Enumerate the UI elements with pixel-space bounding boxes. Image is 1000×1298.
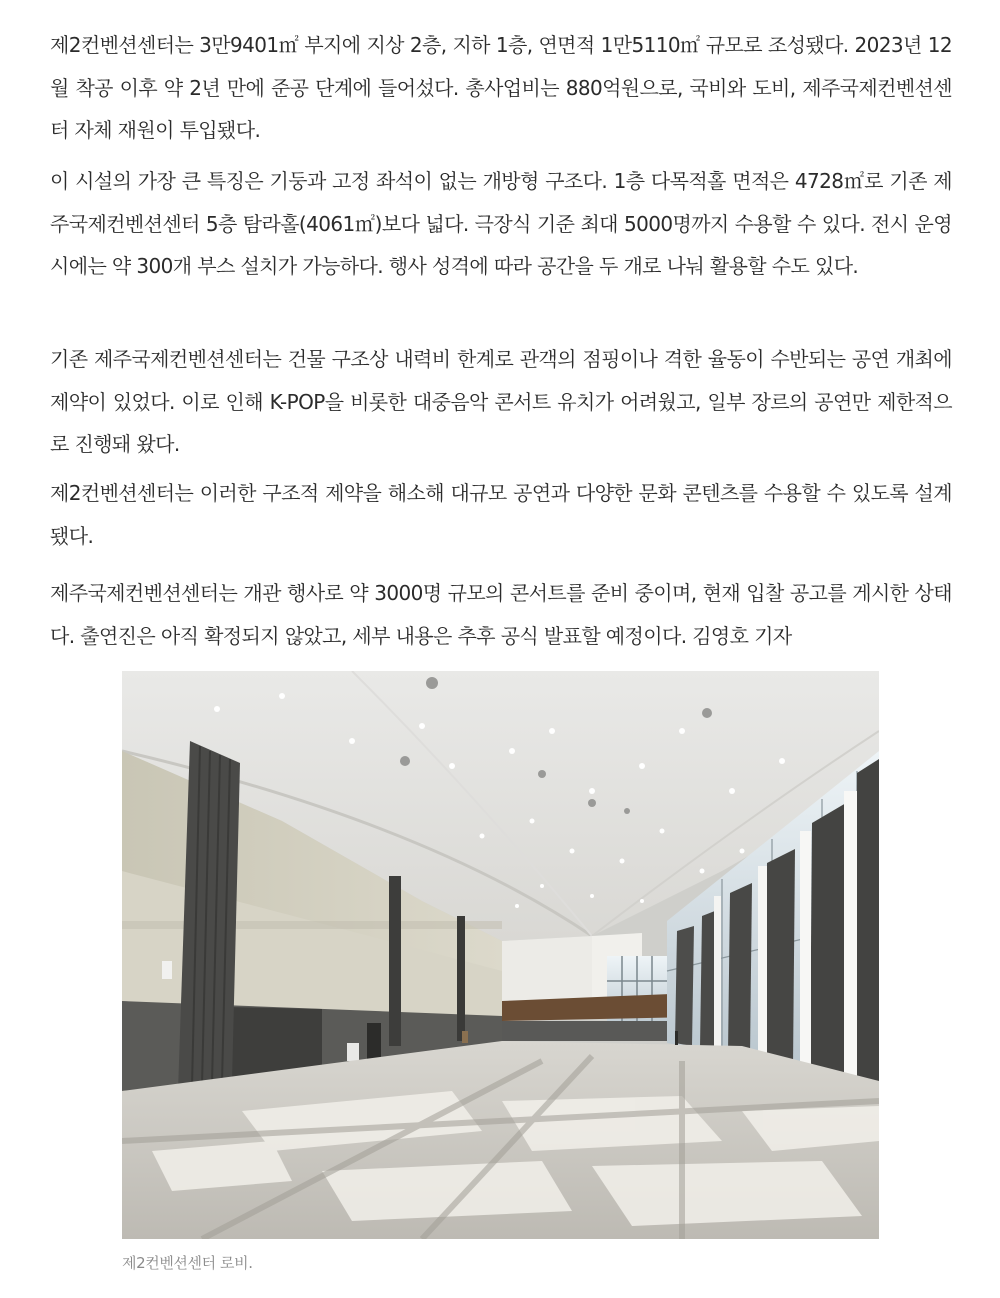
lobby-photo-illustration	[122, 671, 879, 1239]
article-paragraph-1: 제2컨벤션센터는 3만9401㎡ 부지에 지상 2층, 지하 1층, 연면적 1만5110㎡ 규모로 조성됐다. 2023년 12월 착공 이후 약 2년 만에 준공 단계에 들어섰다. 총사업비는 880억원으로, 국비와 도비, 제주국제컨벤션센터 자체 재원이 투입됐다.	[50, 33, 952, 142]
article-paragraph-2: 이 시설의 가장 큰 특징은 기둥과 고정 좌석이 없는 개방형 구조다. 1층 다목적홀 면적은 4728㎡로 기존 제주국제컨벤션센터 5층 탐라홀(4061㎡)보다 넓다. 극장식 기준 최대 5000명까지 수용할 수 있다. 전시 운영 시에는 약 300개 부스 설치가 가능하다. 행사 성격에 따라 공간을 두 개로 나눠 활용할 수도 있다.	[50, 169, 952, 278]
article-paragraph-4: 제2컨벤션센터는 이러한 구조적 제약을 해소해 대규모 공연과 다양한 문화 콘텐츠를 수용할 수 있도록 설계됐다.	[50, 481, 952, 548]
lobby-photo	[122, 671, 879, 1239]
article-paragraph-5: 제주국제컨벤션센터는 개관 행사로 약 3000명 규모의 콘서트를 준비 중이며, 현재 입찰 공고를 게시한 상태다. 출연진은 아직 확정되지 않았고, 세부 내용은 추후 공식 발표할 예정이다. 김영호 기자	[50, 581, 952, 648]
article-paragraph-3: 기존 제주국제컨벤션센터는 건물 구조상 내력비 한계로 관객의 점핑이나 격한 율동이 수반되는 공연 개최에 제약이 있었다. 이로 인해 K-POP을 비롯한 대중음악 콘서트 유치가 어려웠고, 일부 장르의 공연만 제한적으로 진행돼 왔다.	[50, 347, 952, 456]
photo-caption: 제2컨벤션센터 로비.	[122, 1254, 253, 1272]
